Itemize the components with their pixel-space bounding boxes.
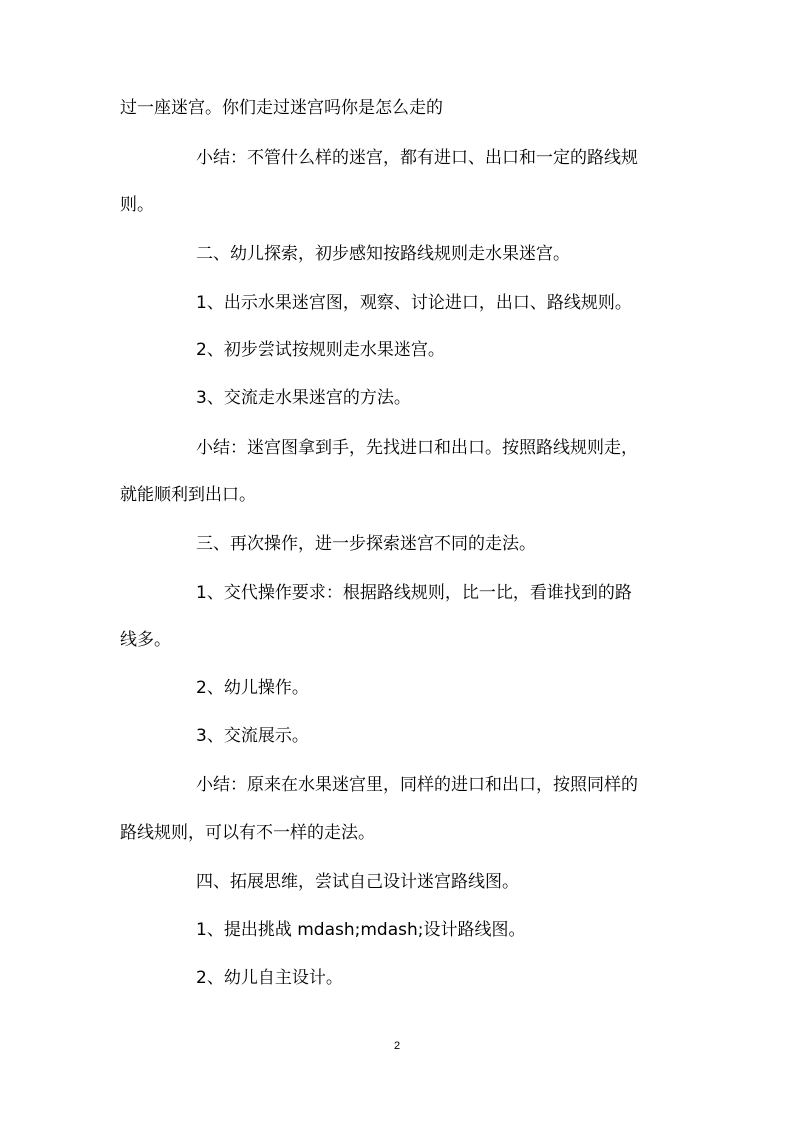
paragraph-line: 则。: [120, 195, 154, 215]
paragraph-line: 2、幼儿自主设计。: [196, 968, 343, 988]
paragraph-line: 1、出示水果迷宫图，观察、讨论进口，出口、路线规则。: [196, 293, 632, 313]
paragraph-line: 就能顺利到出口。: [120, 485, 256, 505]
paragraph-line: 小结：不管什么样的迷宫，都有进口、出口和一定的路线规: [196, 148, 638, 168]
paragraph-line: 路线规则，可以有不一样的走法。: [120, 823, 375, 843]
paragraph-line: 小结：迷宫图拿到手，先找进口和出口。按照路线规则走，: [196, 438, 638, 458]
paragraph-line: 小结：原来在水果迷宫里，同样的进口和出口，按照同样的: [196, 775, 638, 795]
paragraph-line: 过一座迷宫。你们走过迷宫吗你是怎么走的: [120, 98, 443, 118]
page-number: 2: [393, 1040, 401, 1052]
paragraph-line: 3、交流走水果迷宫的方法。: [196, 388, 411, 408]
paragraph-line: 1、交代操作要求：根据路线规则，比一比，看谁找到的路: [196, 583, 632, 603]
paragraph-line: 2、幼儿操作。: [196, 678, 309, 698]
section-heading: 三、再次操作，进一步探索迷宫不同的走法。: [196, 534, 536, 554]
paragraph-line: 3、交流展示。: [196, 726, 309, 746]
section-heading: 四、拓展思维，尝试自己设计迷宫路线图。: [196, 872, 519, 892]
paragraph-line: 1、提出挑战 mdash;mdash;设计路线图。: [196, 920, 526, 940]
paragraph-line: 2、初步尝试按规则走水果迷宫。: [196, 340, 445, 360]
section-heading: 二、幼儿探索，初步感知按路线规则走水果迷宫。: [196, 244, 570, 264]
paragraph-line: 线多。: [120, 630, 171, 650]
